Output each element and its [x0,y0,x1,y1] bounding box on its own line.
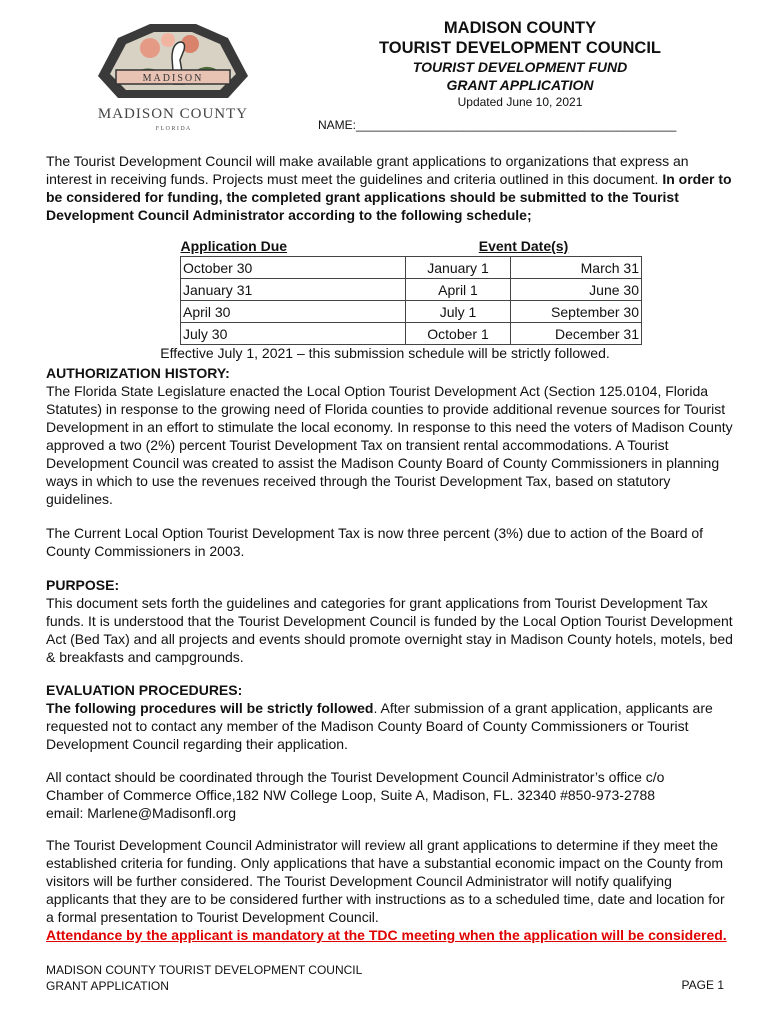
intro-paragraph [46,152,736,224]
madison-county-logo [88,14,258,134]
evaluation-heading: EVALUATION PROCEDURES: [46,682,243,698]
evaluation-paragraph [46,699,736,753]
due-cell: July 30 [181,323,406,345]
schedule-header-event-dates: Event Date(s) [478,238,569,254]
event-end-cell: December 31 [511,323,642,345]
authorization-paragraph: The Florida State Legislature enacted the Local Option Tourist Development Act (Section 125.0104, Florida Statutes) in response to the growing need of Florida counties to provide additional revenue sources for Tourist Development in an effort to stimulate the local economy. In response to this need the voters of Madison County approved a two (2%) percent Tourist Development Tax on transient rental accommodations. A Tourist Development Council was created to assist the Madison County Board of County Commissioners in planning ways in which to use the revenues received through the Tourist Development Tax, based on statutory guidelines. [46,383,733,507]
contact-line-2: Chamber of Commerce Office,182 NW College Loop, Suite A, Madison, FL. 32340 #850-973-2788 [46,787,656,803]
evaluation-text: . After submission of a grant application, applicants are requested not to contact any member of the Madison County Board of County Commissioners or Tourist Development Council regarding their application. [46,700,713,752]
contact-line-1: All contact should be coordinated through the Tourist Development Council Administrator’s office c/o [46,769,665,785]
schedule-effective-note: Effective July 1, 2021 – this submission schedule will be strictly followed. [160,345,610,361]
purpose-heading: PURPOSE: [46,577,120,593]
intro-bold-text: In order to be considered for funding, the completed grant applications should be submitted to the Tourist Development Council Administrator according to the following schedule; [46,171,732,223]
name-field[interactable]: NAME:________________________________________________ [318,118,677,132]
event-end-cell: March 31 [511,257,642,279]
evaluation-bold-lead: The following procedures will be strictly followed [46,700,374,716]
table-row [181,323,642,345]
contact-email: email: Marlene@Madisonfl.org [46,805,237,821]
contact-paragraph [46,768,736,822]
table-row [181,279,642,301]
due-cell: January 31 [181,279,406,301]
heron-seal-icon [88,14,258,134]
logo-badge-text: MADISON [142,73,204,84]
event-start-cell: October 1 [406,323,511,345]
logo-wordmark: MADISON COUNTY [97,106,249,122]
subtitle-line-1: TOURIST DEVELOPMENT FUND [412,59,628,75]
review-paragraph: The Tourist Development Council Administrator will review all grant applications to determine if they meet the established criteria for funding. Only applications that have a substantial economic impact on the County from visitors will be further considered. The Tourist Development Council Administrator will notify qualifying applicants that they are to be considered further with instructions as to a scheduled time, date and location for a formal presentation to Tourist Development Council. [46,837,725,925]
attendance-notice: Attendance by the applicant is mandatory at the TDC meeting when the application will be considered. [46,927,727,943]
intro-text: The Tourist Development Council will make available grant applications to organizations that express an interest in receiving funds. Projects must meet the guidelines and criteria outlined in this document. [46,153,689,187]
schedule-table [180,236,642,345]
due-cell: October 30 [181,257,406,279]
authorization-heading: AUTHORIZATION HISTORY: [46,365,230,381]
updated-date: Updated June 10, 2021 [457,95,583,109]
event-start-cell: January 1 [406,257,511,279]
title-line-1: MADISON COUNTY [443,19,597,37]
table-row [181,257,642,279]
event-start-cell: April 1 [406,279,511,301]
tax-rate-paragraph: The Current Local Option Tourist Development Tax is now three percent (3%) due to action of the Board of County Commissioners in 2003. [46,525,704,559]
table-row [181,301,642,323]
logo-state: F L O R I D A [155,126,191,132]
page-number: PAGE 1 [681,978,724,992]
document-title [300,18,740,58]
schedule-header-application-due: Application Due [180,238,288,254]
document-subtitle [300,58,740,94]
event-end-cell: June 30 [511,279,642,301]
event-start-cell: July 1 [406,301,511,323]
footer [46,962,362,994]
event-end-cell: September 30 [511,301,642,323]
due-cell: April 30 [181,301,406,323]
footer-line-1: MADISON COUNTY TOURIST DEVELOPMENT COUNCIL [46,963,363,977]
subtitle-line-2: GRANT APPLICATION [446,77,594,93]
footer-line-2: GRANT APPLICATION [46,979,169,993]
title-line-2: TOURIST DEVELOPMENT COUNCIL [378,39,662,57]
purpose-paragraph: This document sets forth the guidelines and categories for grant applications from Tourist Development Tax funds. It is understood that the Tourist Development Council is funded by the Local Option Tourist Development Act (Bed Tax) and all projects and events should promote overnight stay in Madison County hotels, motels, bed & breakfasts and campgrounds. [46,595,733,665]
